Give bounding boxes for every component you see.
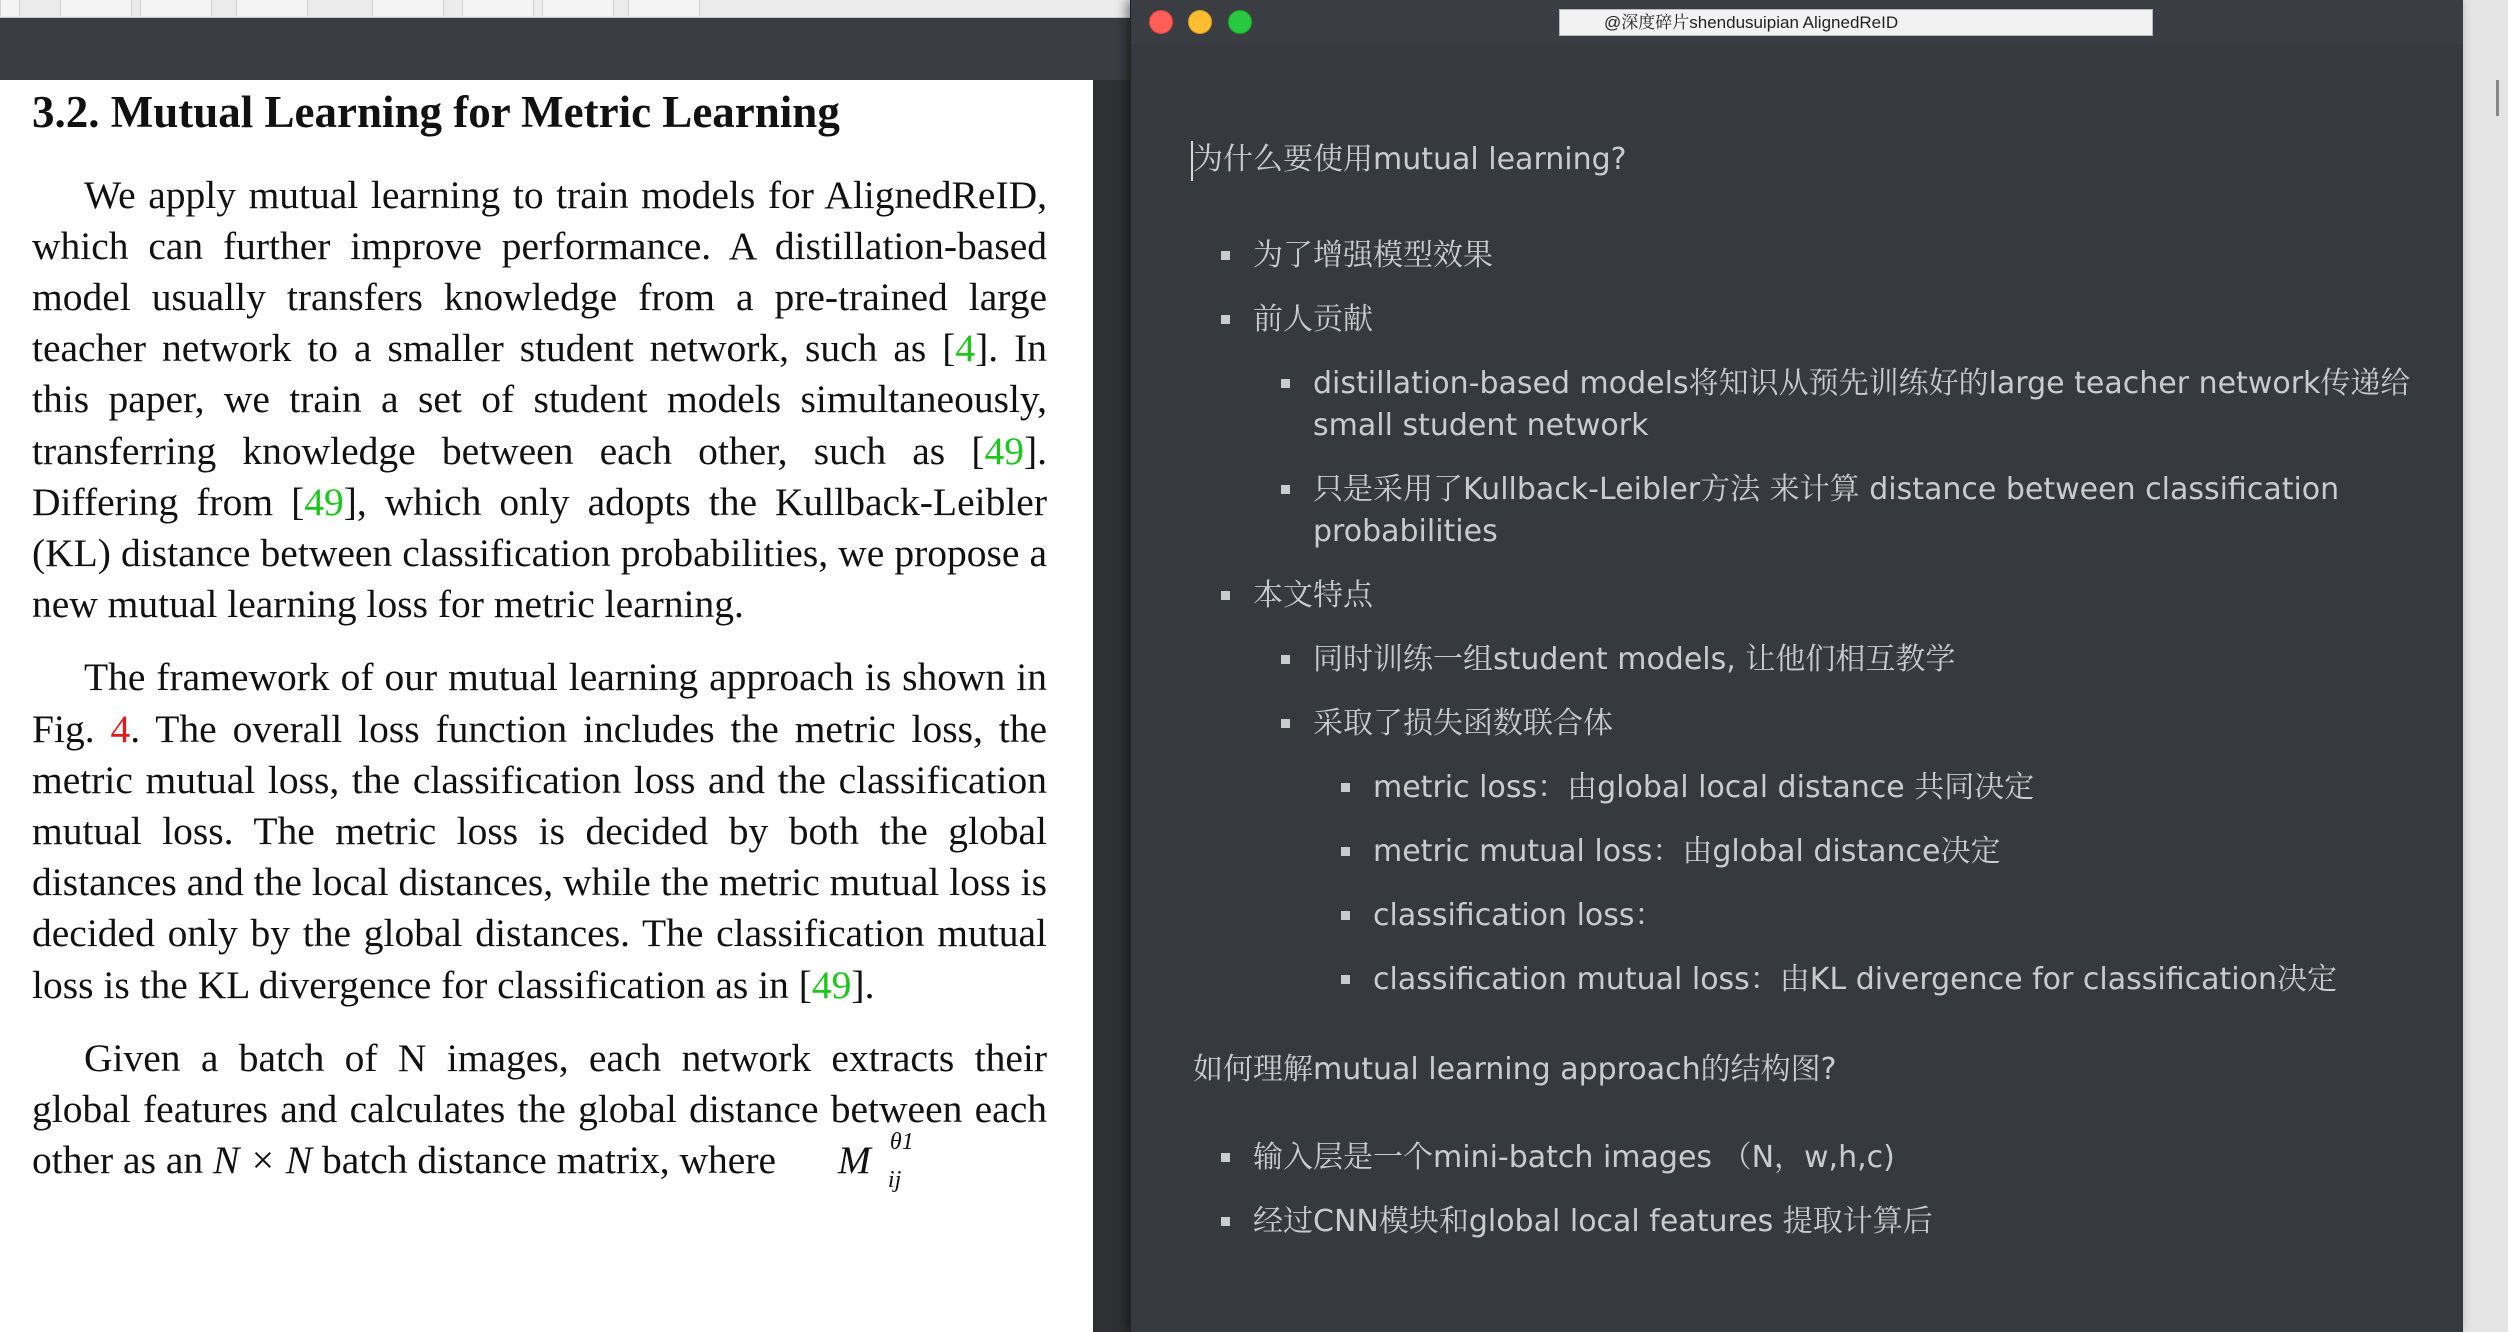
citation-link[interactable]: 4: [955, 326, 976, 371]
bullet-icon: [1281, 485, 1290, 494]
bullet-list: [1193, 230, 2433, 1006]
paragraph-text: . The overall loss function includes the metric loss, the metric mutual loss, the classification loss and the classification mutual loss. The metric loss is decided by both the global distances and the local distances, while the metric mutual loss is decided only by the global distances. The classification mutual loss is the KL divergence for classification as in [: [32, 706, 1047, 1007]
list-item-text: 本文特点: [1253, 578, 1373, 613]
list-item-text: classification loss：: [1373, 898, 1665, 933]
zoom-window-button[interactable]: [1228, 10, 1252, 34]
list-item[interactable]: [1193, 230, 2433, 282]
toolbar-button[interactable]: [628, 0, 700, 16]
list-item-text: 输入层是一个mini-batch images （N，w,h,c): [1253, 1140, 1895, 1175]
list-item[interactable]: [1193, 1132, 2433, 1184]
list-item[interactable]: [1193, 890, 2433, 942]
bullet-icon: [1341, 975, 1350, 984]
bullet-icon: [1221, 591, 1230, 600]
citation-link[interactable]: 49: [304, 479, 344, 524]
math-nxn: N × N: [212, 1138, 313, 1183]
bullet-list: [1193, 1132, 2433, 1248]
pdf-viewer-toolbar: [0, 0, 1140, 18]
list-item[interactable]: [1193, 294, 2433, 346]
paragraph-2: [32, 652, 1047, 1010]
pdf-page[interactable]: [0, 80, 1093, 1332]
list-item[interactable]: [1193, 506, 2433, 558]
toolbar-button[interactable]: [140, 0, 212, 16]
paragraph-text: ].: [851, 962, 875, 1007]
list-item[interactable]: [1193, 634, 2433, 686]
list-item[interactable]: [1193, 570, 2433, 622]
bullet-icon: [1341, 783, 1350, 792]
list-item-text: 前人贡献: [1253, 302, 1373, 337]
citation-link[interactable]: 49: [984, 428, 1024, 473]
list-item[interactable]: [1193, 762, 2433, 814]
toolbar-button[interactable]: [60, 0, 132, 16]
paragraph-text: batch distance matrix, where: [312, 1138, 786, 1183]
note-body[interactable]: [1193, 140, 2433, 1248]
bullet-icon: [1281, 719, 1290, 728]
math-subscript: ij: [887, 1167, 902, 1194]
list-item[interactable]: [1193, 400, 2433, 452]
section-title: 3.2. Mutual Learning for Metric Learning: [32, 87, 840, 137]
math-superscript: θ1: [889, 1129, 914, 1156]
page-shadow: [1093, 80, 1131, 1332]
list-item[interactable]: [1193, 1196, 2433, 1248]
bullet-icon: [1281, 379, 1290, 388]
minimize-window-button[interactable]: [1188, 10, 1212, 34]
notes-window[interactable]: [1130, 0, 2463, 1332]
pdf-viewer-gutter: [0, 18, 1140, 80]
bullet-icon: [1221, 251, 1230, 260]
window-title-field[interactable]: @深度碎片shendusuipian AlignedReID: [1559, 9, 2153, 36]
math-matrix-symbol: [786, 1129, 914, 1194]
paragraph-text: ]. Differing from [: [32, 428, 1047, 524]
bullet-icon: [1341, 911, 1350, 920]
paragraph-3: [32, 1033, 1047, 1194]
note-heading: 为什么要使用mutual learning?: [1193, 142, 1627, 177]
list-item-text: 同时训练一组student models, 让他们相互教学: [1313, 642, 1956, 677]
close-window-button[interactable]: [1149, 10, 1173, 34]
paragraph-text: The framework of our mutual learning approach is shown in Fig.: [32, 655, 1047, 751]
toolbar-button[interactable]: [542, 0, 614, 16]
bullet-icon: [1221, 315, 1230, 324]
background-window-edge: [2458, 0, 2508, 1332]
list-item-text: 经过CNN模块和global local features 提取计算后: [1253, 1204, 1933, 1239]
list-item[interactable]: [1193, 698, 2433, 750]
math-base: M: [837, 1138, 871, 1183]
bullet-icon: [1341, 847, 1350, 856]
list-item-text: 只是采用了Kullback-Leibler方法 来计算 distance between classification: [1313, 472, 2340, 507]
paragraph-text: Given a batch of N images, each network extracts their global features and calculates the global distance between each other as an: [32, 1035, 1047, 1183]
paper-content: [32, 84, 1047, 1208]
list-item-text: small student network: [1313, 408, 1649, 443]
list-item[interactable]: [1193, 954, 2433, 1006]
toolbar-button[interactable]: [462, 0, 534, 16]
bullet-icon: [1221, 1217, 1230, 1226]
bullet-icon: [1281, 655, 1290, 664]
list-item-text: 采取了损失函数联合体: [1313, 706, 1613, 741]
paragraph-text: We apply mutual learning to train models for AlignedReID, which can further improve performance. A distillation-based model usually transfers knowledge from a pre-trained large teacher network to a smaller student network, such as [: [32, 172, 1047, 371]
toolbar-button[interactable]: [372, 0, 444, 16]
figure-link[interactable]: 4: [110, 706, 131, 751]
window-titlebar[interactable]: [1131, 0, 2463, 44]
list-item-text: classification mutual loss：由KL divergence for classification决定: [1373, 962, 2337, 997]
note-heading: 如何理解mutual learning approach的结构图?: [1193, 1052, 1837, 1087]
toolbar-button[interactable]: [236, 0, 308, 16]
list-item-text: probabilities: [1313, 514, 1498, 549]
paragraph-text: ]. In this paper, we train a set of student models simultaneously, transferring knowledge between each other, such as [: [32, 326, 1047, 473]
scroll-marker: [2496, 80, 2499, 116]
paragraph-text: ], which only adopts the Kullback-Leibler (KL) distance between classification probabilities, we propose a new mutual learning loss for metric learning.: [32, 479, 1047, 627]
paragraph-1: [32, 170, 1047, 631]
toolbar-button[interactable]: [0, 0, 20, 16]
list-item-text: 为了增强模型效果: [1253, 238, 1493, 273]
list-item[interactable]: [1193, 826, 2433, 878]
list-item-text: metric mutual loss：由global distance决定: [1373, 834, 2001, 869]
citation-link[interactable]: 49: [811, 962, 852, 1007]
list-item-text: metric loss：由global local distance 共同决定: [1373, 770, 2035, 805]
list-item-text: distillation-based models将知识从预先训练好的large teacher network传递给: [1313, 366, 2411, 401]
bullet-icon: [1221, 1153, 1230, 1162]
